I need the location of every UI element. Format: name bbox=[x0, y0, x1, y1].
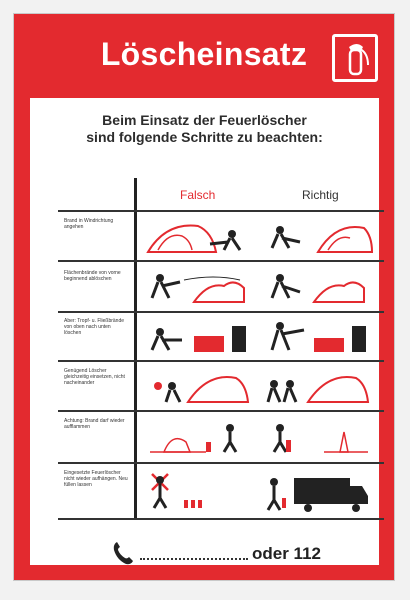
area-fire-wrong-illustration bbox=[144, 266, 254, 306]
reignition-right-illustration bbox=[264, 416, 374, 456]
sign-header bbox=[14, 14, 394, 98]
sign-title: Löscheinsatz bbox=[100, 36, 308, 72]
multiple-extinguishers-wrong-illustration bbox=[144, 366, 254, 406]
instruction-panel bbox=[30, 98, 379, 565]
row-4-text: Genügend Löscher gleichzeitig einsetzen, nicht nacheinander bbox=[64, 368, 125, 386]
wind-direction-wrong-illustration bbox=[144, 216, 254, 256]
area-fire-right-illustration bbox=[264, 266, 374, 306]
row-divider bbox=[58, 360, 384, 362]
row-5-text: Achtung: Brand darf wieder aufflammen bbox=[64, 418, 125, 430]
drip-fire-right-illustration bbox=[264, 316, 374, 356]
reignition-wrong-illustration bbox=[144, 416, 254, 456]
row-divider bbox=[58, 462, 384, 464]
fire-extinguisher-sign bbox=[13, 13, 395, 581]
intro-line-2: sind folgende Schritte zu beachten: bbox=[86, 129, 323, 145]
intro-text bbox=[30, 112, 379, 146]
row-2-text: Flächenbrände von vorne beginnend ablöschen bbox=[64, 270, 121, 282]
multiple-extinguishers-right-illustration bbox=[264, 366, 374, 406]
rehang-wrong-illustration bbox=[144, 468, 254, 514]
row-divider bbox=[58, 518, 384, 520]
column-header-right: Richtig bbox=[302, 188, 339, 202]
row-6-text: Eingesetzte Feuerlöscher nicht wieder aufhängen. Neu füllen lassen bbox=[64, 470, 128, 488]
wind-direction-right-illustration bbox=[264, 216, 374, 256]
row-divider bbox=[58, 410, 384, 412]
column-divider bbox=[134, 178, 137, 518]
drip-fire-wrong-illustration bbox=[144, 316, 254, 356]
phone-number-blank bbox=[140, 558, 248, 560]
fire-extinguisher-icon bbox=[332, 34, 378, 82]
column-header-wrong: Falsch bbox=[180, 188, 216, 202]
row-divider bbox=[58, 311, 384, 313]
phone-icon bbox=[112, 540, 134, 566]
refill-right-illustration bbox=[264, 468, 374, 514]
intro-line-1: Beim Einsatz der Feuerlöscher bbox=[102, 112, 307, 128]
row-divider bbox=[58, 210, 384, 212]
emergency-number-text: oder 112 bbox=[252, 544, 321, 563]
row-3-text: Aber: Tropf- u. Fließbrände von oben nach unten löschen bbox=[64, 318, 125, 336]
row-divider bbox=[58, 260, 384, 262]
row-1-text: Brand in Windrichtung angehen bbox=[64, 218, 114, 230]
